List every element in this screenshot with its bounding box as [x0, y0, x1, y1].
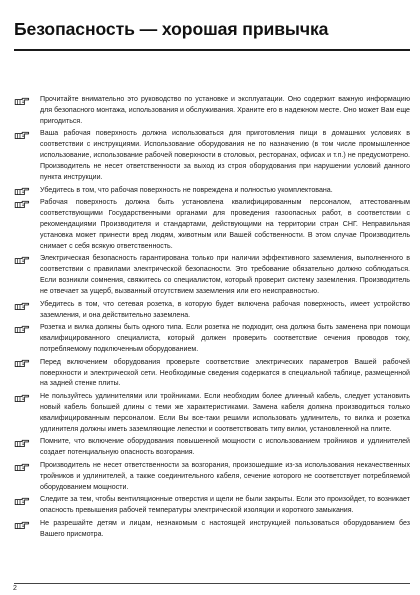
list-item — [14, 461, 410, 494]
pointing-hand-icon — [14, 521, 40, 530]
list-item-text: Электрическая безопасность гарантирована только при наличии эффективного заземления, выполненного в соответствии с правилами электрической безопасности. Это требование обязательно должно соблюдаться. Если возникли сомнения, свяжитесь со специалистом, который проверит систему заземления. Производитель не отвечает за ущерб, вызванный отсутствием заземления или его неисправностью. — [40, 255, 410, 296]
list-item-text: Прочитайте внимательно это руководство по установке и эксплуатации. Оно содержит важную информацию для безопасного монтажа, использования и обслуживания. Храните его в надежном месте. Оно может Вам еще пригодиться. — [40, 96, 410, 125]
pointing-hand-icon — [14, 394, 40, 403]
list-item-text: Убедитесь в том, что сетевая розетка, в которую будет включена рабочая поверхность, имеет устройство заземления, и она действительно заземлена. — [40, 300, 410, 319]
list-item-text: Розетка и вилка должны быть одного типа. Если розетка не подходит, она должна быть заменена при помощи квалифицированного специалиста, который должен проверить соответствие сечения проводов току, потребляемому подключенным оборудованием. — [40, 324, 410, 354]
list-item-text: Производитель не несет ответственности за возгорания, произошедшие из-за использования некачественных тройников и удлинителей, а также соединительного кабеля, сечение которого не соответствует потребляемой оборудованием мощности. — [40, 461, 410, 491]
list-item — [14, 437, 410, 459]
footer-divider — [14, 583, 410, 584]
safety-list — [14, 95, 410, 542]
title-underline — [14, 49, 410, 51]
list-item — [14, 519, 410, 541]
list-item — [14, 323, 410, 356]
pointing-hand-icon — [14, 325, 40, 334]
pointing-hand-icon — [14, 497, 40, 506]
list-item — [14, 254, 410, 298]
list-item — [14, 198, 410, 253]
pointing-hand-icon — [14, 256, 40, 265]
list-item — [14, 95, 410, 128]
list-item — [14, 495, 410, 517]
pointing-hand-icon — [14, 97, 40, 106]
pointing-hand-icon — [14, 463, 40, 472]
pointing-hand-icon — [14, 439, 40, 448]
list-item-text: Рабочая поверхность должна быть установлена квалифицированным персоналом, аттестованным соответствующими Государственными органами для проведения газоопасных работ, в соответствии с рекомендациями Производителя и стандартами, действующими на территории стран СНГ. Неправильная установка может принести вред людям, животным или Вашей собственности. В этом случае Производитель снимает с себя всякую ответственность. — [40, 199, 410, 250]
list-item — [14, 300, 410, 322]
list-item — [14, 358, 410, 391]
page-number: 2 — [13, 585, 17, 592]
list-item — [14, 129, 410, 184]
list-item-text: Помните, что включение оборудования повышенной мощности с использованием тройников и удлинителей создает потенциальную опасность возгорания. — [40, 438, 410, 457]
list-item — [14, 392, 410, 436]
pointing-hand-icon — [14, 302, 40, 311]
pointing-hand-icon — [14, 187, 40, 196]
pointing-hand-icon — [14, 131, 40, 140]
list-item — [14, 186, 410, 197]
page-title: Безопасность — хорошая привычка — [14, 19, 329, 39]
list-item-text: Убедитесь в том, что рабочая поверхность не повреждена и полностью укомплектована. — [40, 186, 333, 194]
list-item-text: Ваша рабочая поверхность должна использоваться для приготовления пищи в домашних условиях в соответствии с инструкциями. Использование оборудования не по назначению (в том числе промышленное использование, использование рабочей поверхности в столовых, ресторанах, офисах и т.п.) не предусмотрено. Производитель не несет ответственности за выход из строя оборудования при нарушении условий данного пункта инструкции. — [40, 130, 410, 182]
list-item-text: Перед включением оборудования проверьте соответствие электрических параметров Вашей рабочей поверхности и электрической сети. Необходимые сведения содержатся в специальной таблице, размещенной на задней стенке плиты. — [40, 358, 410, 388]
list-item-text: Не пользуйтесь удлинителями или тройниками. Если необходим более длинный кабель, следует установить новый кабель большей длины с теми же характеристиками. Замена кабеля должна производиться только квалифицированным персоналом. Если Вы все-таки решили использовать удлинитель, то вилка и розетка удлинителя должны иметь заземляющие лепестки и соответствовать типу вилки, установленной на плите. — [40, 393, 410, 433]
list-item-text: Следите за тем, чтобы вентиляционные отверстия и щели не были закрыты. Если это произойдет, то возникает опасность превышения рабочей температуры электрической изоляции и короткого замыкания. — [40, 496, 410, 515]
pointing-hand-icon — [14, 200, 40, 209]
pointing-hand-icon — [14, 359, 40, 368]
list-item-text: Не разрешайте детям и лицам, незнакомым с настоящей инструкцией пользоваться оборудованием без Вашего присмотра. — [40, 519, 410, 538]
